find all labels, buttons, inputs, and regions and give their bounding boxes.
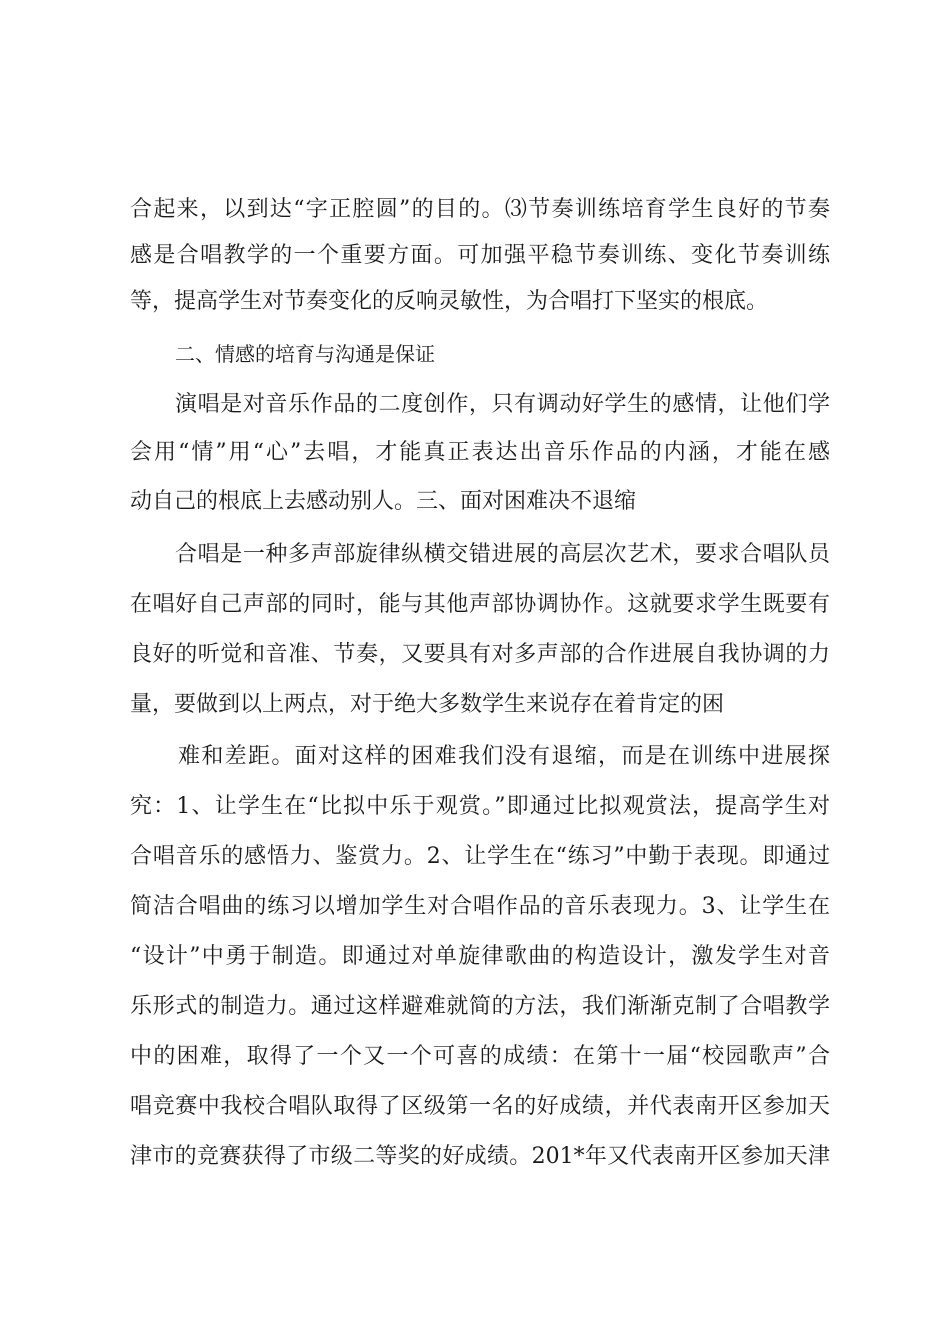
paragraph-line: “设计”中勇于制造。即通过对单旋律歌曲的构造设计，激发学生对音 xyxy=(130,944,830,969)
paragraph-line: 在唱好自己声部的同时，能与其他声部协调协作。这就要求学生既要有 xyxy=(130,592,830,617)
paragraph-line: 合唱是一种多声部旋律纵横交错进展的高层次艺术，要求合唱队员 xyxy=(175,542,830,567)
paragraph-line: 动自己的根底上去感动别人。三、面对困难决不退缩 xyxy=(130,489,637,514)
paragraph-line: 等，提高学生对节奏变化的反响灵敏性，为合唱打下坚实的根底。 xyxy=(130,289,769,314)
paragraph-line: 简洁合唱曲的练习以增加学生对合唱作品的音乐表现力。3、让学生在 xyxy=(130,894,830,919)
paragraph-line: 乐形式的制造力。通过这样避难就简的方法，我们渐渐克制了合唱教学 xyxy=(130,994,830,1019)
paragraph-line: 唱竞赛中我校合唱队取得了区级第一名的好成绩，并代表南开区参加天 xyxy=(130,1094,830,1119)
section-heading: 二、情感的培育与沟通是保证 xyxy=(175,342,435,366)
paragraph-line: 会用“情”用“心”去唱，才能真正表达出音乐作品的内涵，才能在感 xyxy=(130,440,830,465)
paragraph-line: 难和差距。面对这样的困难我们没有退缩，而是在训练中进展探 xyxy=(178,744,830,769)
paragraph-line: 中的困难，取得了一个又一个可喜的成绩：在第十一届“校园歌声”合 xyxy=(130,1044,830,1069)
paragraph-line: 津市的竞赛获得了市级二等奖的好成绩。201*年又代表南开区参加天津 xyxy=(130,1144,830,1169)
paragraph-line: 合唱音乐的感悟力、鉴赏力。2、让学生在“练习”中勤于表现。即通过 xyxy=(130,844,830,869)
paragraph-line: 究：1、让学生在“比拟中乐于观赏。”即通过比拟观赏法，提高学生对 xyxy=(130,794,830,819)
paragraph-line: 良好的听觉和音准、节奏，又要具有对多声部的合作进展自我协调的力 xyxy=(130,642,830,667)
paragraph-line: 量，要做到以上两点，对于绝大多数学生来说存在着肯定的困 xyxy=(130,692,725,717)
paragraph-line: 感是合唱教学的一个重要方面。可加强平稳节奏训练、变化节奏训练 xyxy=(130,243,830,268)
paragraph-line: 演唱是对音乐作品的二度创作，只有调动好学生的感情，让他们学 xyxy=(175,392,830,417)
paragraph-line: 合起来，以到达“字正腔圆”的目的。⑶节奏训练培育学生良好的节奏 xyxy=(130,197,830,222)
